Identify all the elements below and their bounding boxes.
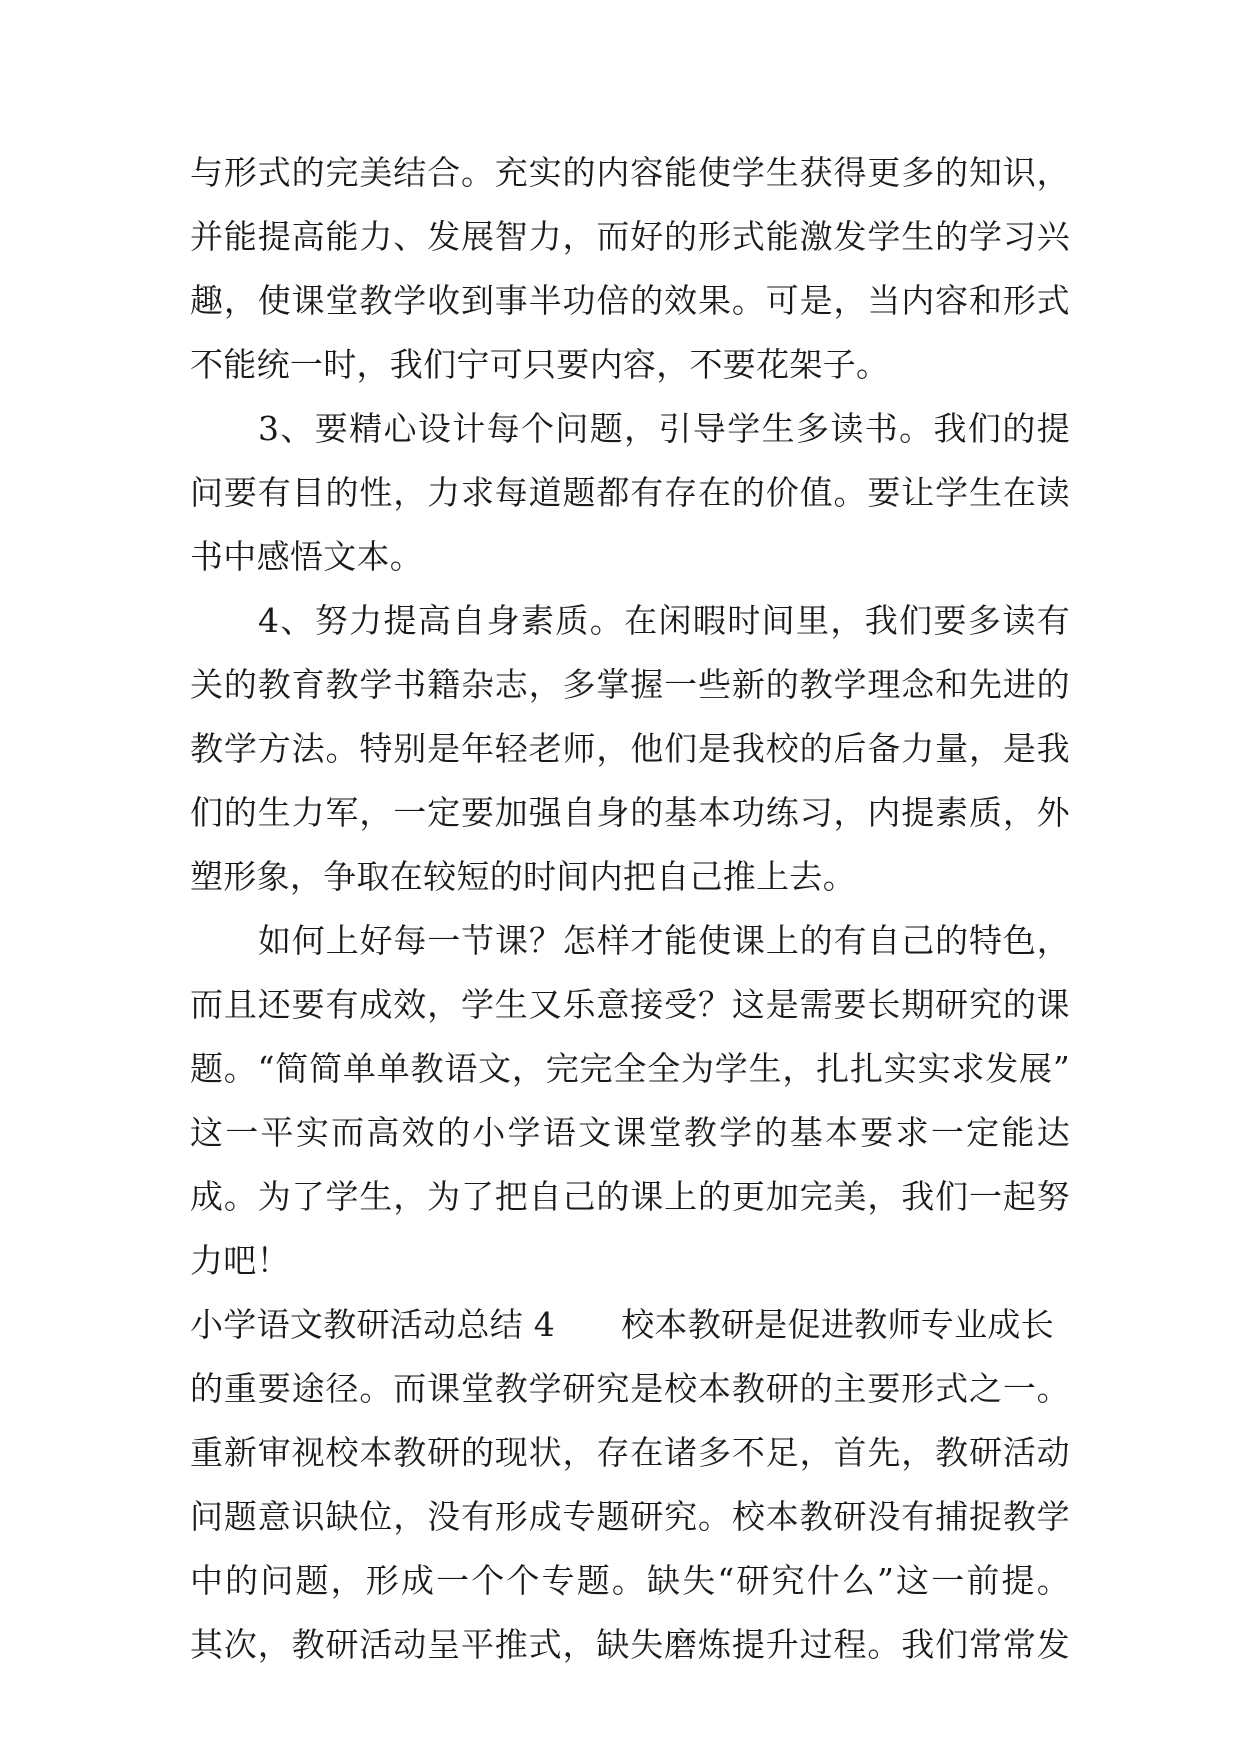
text-line: 不能统一时，我们宁可只要内容，不要花架子。 <box>190 345 890 384</box>
text-line: 问题意识缺位，没有形成专题研究。校本教研没有捕捉教学 <box>190 1497 1070 1536</box>
text-line: 关的教育教学书籍杂志，多掌握一些新的教学理念和先进的 <box>190 665 1070 704</box>
section-title: 小学语文教研活动总结 4 <box>190 1305 556 1344</box>
text-line: 题。“简简单单教语文，完完全全为学生，扎扎实实求发展” <box>190 1049 1070 1088</box>
text-line: 中的问题，形成一个个专题。缺失“研究什么”这一前提。 <box>190 1561 1070 1600</box>
text-line: 并能提高能力、发展智力，而好的形式能激发学生的学习兴 <box>190 217 1070 256</box>
text-line: 塑形象，争取在较短的时间内把自己推上去。 <box>190 857 856 896</box>
text-line: 4、努力提高自身素质。在闲暇时间里，我们要多读有 <box>258 601 1070 640</box>
text-line: 这一平实而高效的小学语文课堂教学的基本要求一定能达 <box>190 1113 1070 1152</box>
text-line: 书中感悟文本。 <box>190 537 424 576</box>
text-line: 如何上好每一节课？怎样才能使课上的有自己的特色， <box>258 921 1070 960</box>
text-line: 3、要精心设计每个问题，引导学生多读书。我们的提 <box>258 409 1070 448</box>
text-line: 而且还要有成效，学生又乐意接受？这是需要长期研究的课 <box>190 985 1070 1024</box>
text-line: 力吧！ <box>190 1241 290 1280</box>
text-line: 教学方法。特别是年轻老师，他们是我校的后备力量，是我 <box>190 729 1070 768</box>
text-line: 问要有目的性，力求每道题都有存在的价值。要让学生在读 <box>190 473 1070 512</box>
text-line: 们的生力军，一定要加强自身的基本功练习，内提素质，外 <box>190 793 1070 832</box>
text-line: 趣，使课堂教学收到事半功倍的效果。可是，当内容和形式 <box>190 281 1070 320</box>
section-heading-line <box>190 1300 1070 1350</box>
text-line: 与形式的完美结合。充实的内容能使学生获得更多的知识， <box>190 153 1070 192</box>
text-line: 的重要途径。而课堂教学研究是校本教研的主要形式之一。 <box>190 1369 1070 1408</box>
text-line: 其次，教研活动呈平推式，缺失磨炼提升过程。我们常常发 <box>190 1625 1070 1664</box>
text-line: 成。为了学生，为了把自己的课上的更加完美，我们一起努 <box>190 1177 1070 1216</box>
text-line: 重新审视校本教研的现状，存在诸多不足，首先，教研活动 <box>190 1433 1070 1472</box>
section-first-text: 校本教研是促进教师专业成长 <box>621 1305 1054 1344</box>
